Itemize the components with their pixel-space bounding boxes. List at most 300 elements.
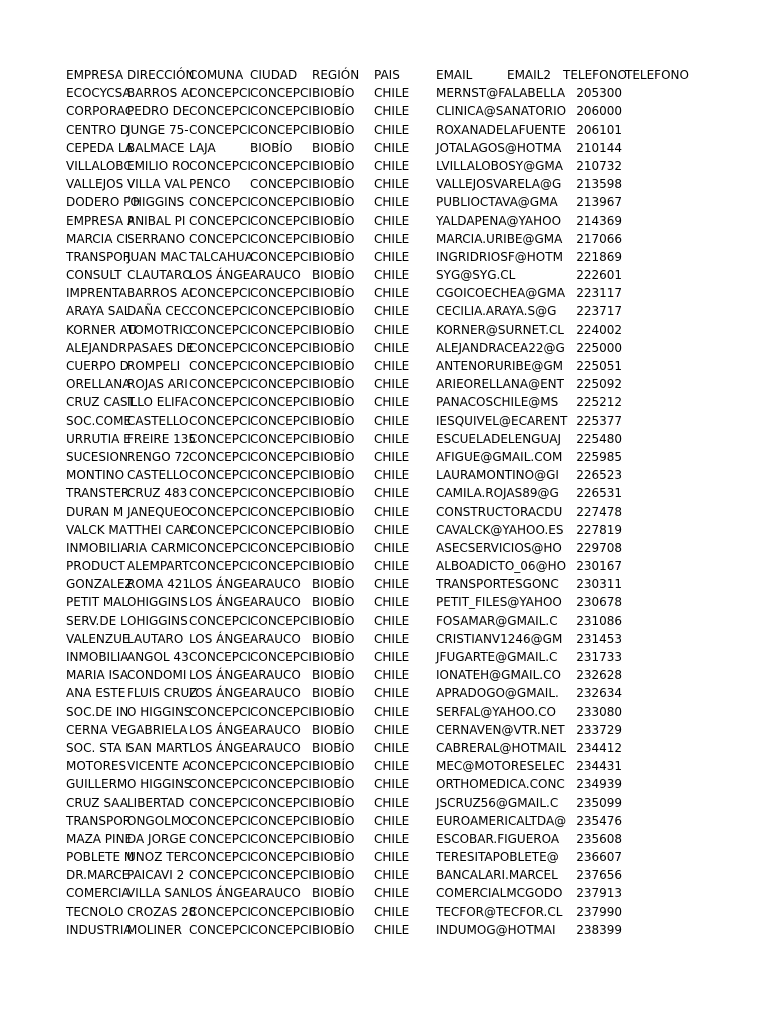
table-cell: [622, 175, 684, 193]
table-cell: 213967: [576, 195, 622, 210]
table-cell: [498, 848, 560, 866]
table-cell: CONCEPCI: [250, 540, 312, 555]
table-cell: CONDOMI: [127, 668, 187, 683]
table-cell: 235608: [576, 831, 622, 846]
table-cell: CONCEPCI: [250, 468, 312, 483]
table-cell: BIOBÍO: [312, 177, 355, 192]
table-cell: LAUTARO: [127, 631, 184, 646]
table-cell: [498, 775, 560, 793]
table-cell: BIOBÍO: [312, 668, 355, 683]
table-cell: ROMPELI: [127, 359, 181, 373]
table-cell: ILLO ELIFA: [127, 395, 189, 410]
table-cell: CHILE: [374, 522, 410, 537]
table-cell: BIOBÍO: [312, 740, 355, 755]
table-cell: SYG@SYG.CL: [436, 268, 516, 283]
table-cell: [498, 866, 560, 884]
table-cell: CONCEPCI: [250, 377, 312, 392]
table-cell: 225000: [576, 340, 622, 355]
header-cell: REGIÓN: [312, 68, 360, 82]
table-cell: CHILE: [374, 195, 410, 210]
table-cell: SAN MARTI: [127, 740, 193, 755]
table-cell: [498, 757, 560, 775]
table-cell: CLINICA@SANATORIO: [436, 104, 567, 119]
table-cell: [622, 321, 684, 339]
table-cell: [622, 866, 684, 884]
table-cell: CGOICOECHEA@GMA: [436, 286, 566, 301]
table-cell: BIOBÍO: [312, 86, 355, 101]
table-cell: CHILE: [374, 177, 410, 192]
table-row: [66, 812, 706, 830]
table-cell: LOS ÁNGE: [189, 740, 251, 755]
table-cell: CHILE: [374, 559, 410, 574]
table-cell: CONCEPCI: [250, 304, 312, 319]
table-cell: 205300: [576, 86, 622, 101]
table-row: [66, 866, 706, 884]
table-cell: BIOBÍO: [312, 868, 355, 883]
table-cell: LOS ÁNGE: [189, 268, 251, 283]
table-cell: BARROS AI: [127, 86, 193, 101]
table-cell: [622, 448, 684, 466]
table-cell: CONCEPCI: [250, 795, 312, 810]
table-cell: DR.MARCE: [66, 868, 130, 883]
table-cell: KORNER@SURNET.CL: [436, 322, 564, 337]
table-cell: 227819: [576, 522, 622, 537]
table-cell: CHILE: [374, 213, 410, 228]
table-cell: BIOBÍO: [312, 322, 355, 337]
table-cell: CHILE: [374, 740, 410, 755]
table-cell: CONCEPCI: [250, 904, 312, 919]
table-cell: [498, 412, 560, 430]
table-cell: OHIGGINS: [127, 613, 188, 628]
table-cell: 226523: [576, 468, 622, 483]
table-cell: [498, 266, 560, 284]
table-cell: CONCEPCI: [250, 286, 312, 301]
table-cell: LOS ÁNGE: [189, 668, 251, 683]
table-cell: [622, 230, 684, 248]
table-cell: KORNER AU: [66, 322, 137, 337]
table-cell: CONCEPCI: [189, 504, 251, 519]
table-cell: 210732: [576, 158, 622, 173]
table-cell: [498, 794, 560, 812]
table-cell: LOS ÁNGE: [189, 722, 251, 737]
table-cell: BIOBÍO: [312, 540, 355, 555]
table-cell: SERFAL@YAHOO.CO: [436, 704, 556, 719]
table-cell: CHILE: [374, 813, 410, 828]
spreadsheet-table: [66, 66, 706, 939]
table-cell: 231733: [576, 650, 622, 664]
table-cell: LIBERTAD: [127, 795, 185, 810]
table-cell: BIOBÍO: [312, 468, 355, 483]
table-row: [66, 757, 706, 775]
table-cell: CONCEPCI: [250, 359, 312, 373]
table-cell: URRUTIA E: [66, 431, 131, 446]
table-cell: [622, 484, 684, 502]
table-cell: CONCEPCI: [250, 922, 312, 937]
table-cell: CONCEPCI: [189, 613, 251, 628]
header-cell: EMAIL2: [506, 68, 551, 82]
table-cell: CRUZ CAST: [66, 395, 135, 410]
table-cell: 232634: [576, 686, 622, 701]
table-cell: 206101: [576, 122, 622, 137]
table-cell: CHILE: [374, 686, 410, 701]
table-cell: 217066: [576, 231, 622, 246]
table-cell: [498, 302, 560, 320]
table-cell: [622, 794, 684, 812]
table-cell: LOS ÁNGE: [189, 631, 251, 646]
table-row: [66, 848, 706, 866]
table-cell: CONCEPCI: [189, 522, 251, 537]
table-cell: TRANSPOR: [66, 249, 132, 264]
table-cell: [622, 848, 684, 866]
table-cell: [622, 302, 684, 320]
table-row: [66, 903, 706, 921]
table-row: [66, 230, 706, 248]
table-cell: CONCEPCI: [250, 213, 312, 228]
table-cell: CONSTRUCTORACDU: [436, 504, 563, 519]
table-cell: 235476: [576, 813, 622, 828]
table-cell: [498, 703, 560, 721]
table-cell: [622, 412, 684, 430]
table-cell: IESQUIVEL@ECARENT: [436, 413, 568, 428]
table-cell: CONCEPCI: [189, 831, 251, 846]
table-cell: CONCEPCI: [250, 777, 312, 792]
table-cell: [498, 684, 560, 702]
table-cell: [498, 193, 560, 211]
header-cell: EMPRESA: [66, 68, 124, 82]
header-cell: CIUDAD: [250, 68, 298, 82]
table-cell: CROZAS 28: [127, 904, 197, 919]
table-cell: MONTINO: [66, 468, 125, 483]
table-cell: CHILE: [374, 540, 410, 555]
table-cell: [498, 575, 560, 593]
table-cell: 237656: [576, 868, 622, 883]
table-row: [66, 139, 706, 157]
table-cell: [498, 484, 560, 502]
table-cell: 225377: [576, 413, 622, 428]
table-cell: 226531: [576, 486, 622, 501]
header-cell: PAIS: [374, 68, 400, 82]
table-cell: DAÑA CEC: [127, 304, 190, 319]
table-cell: BIOBÍO: [312, 795, 355, 810]
table-cell: AFIGUE@GMAIL.COM: [436, 449, 563, 464]
table-cell: ALEJANDR: [66, 340, 127, 355]
table-cell: ANIBAL PI: [127, 213, 186, 228]
table-cell: BIOBÍO: [312, 686, 355, 701]
table-cell: INDUMOG@HOTMAI: [436, 922, 556, 937]
table-cell: BIOBÍO: [312, 377, 355, 392]
table-cell: VILLA VAL: [127, 177, 187, 192]
table-cell: RENGO 72: [127, 449, 190, 464]
table-cell: JANEQUEO: [127, 504, 191, 519]
table-cell: ARAUCO: [250, 668, 301, 683]
table-cell: [622, 830, 684, 848]
table-cell: EUROAMERICALTDA@: [436, 813, 567, 828]
table-row: [66, 321, 706, 339]
table-cell: [498, 175, 560, 193]
table-cell: CHILE: [374, 722, 410, 737]
table-cell: PETIT_FILES@YAHOO: [436, 595, 562, 610]
table-cell: CHILE: [374, 486, 410, 501]
table-cell: [622, 593, 684, 611]
table-cell: ALEMPART: [127, 559, 190, 574]
table-cell: 225051: [576, 359, 622, 373]
table-cell: 232628: [576, 668, 622, 683]
table-cell: O HIGGINS: [127, 704, 192, 719]
table-cell: CONCEPCI: [250, 322, 312, 337]
table-cell: CHILE: [374, 304, 410, 319]
table-cell: ROJAS ARI: [127, 377, 188, 392]
table-cell: [622, 921, 684, 939]
table-row: [66, 157, 706, 175]
table-row: [66, 193, 706, 211]
table-cell: CHILE: [374, 286, 410, 301]
table-cell: [622, 84, 684, 102]
table-cell: DODERO PO: [66, 195, 140, 210]
table-cell: CONCEPCI: [189, 759, 251, 774]
table-row: [66, 448, 706, 466]
table-cell: JUNGE 75-: [127, 122, 189, 137]
table-cell: YALDAPENA@YAHOO: [436, 213, 562, 228]
table-cell: BIOBÍO: [312, 922, 355, 937]
table-cell: CONCEPCI: [250, 431, 312, 446]
table-cell: [622, 575, 684, 593]
table-cell: CONCEPCI: [250, 831, 312, 846]
table-cell: MARCIA.URIBE@GMA: [436, 231, 563, 246]
table-cell: CHILE: [374, 831, 410, 846]
table-cell: BIOBÍO: [312, 195, 355, 210]
table-cell: 224002: [576, 322, 622, 337]
table-cell: ARAUCO: [250, 722, 301, 737]
table-cell: CONCEPCI: [189, 904, 251, 919]
table-cell: LAJA: [189, 140, 216, 155]
table-cell: [622, 193, 684, 211]
table-row: [66, 539, 706, 557]
table-cell: ARAUCO: [250, 577, 301, 592]
table-cell: CONCEPCI: [189, 104, 251, 119]
table-cell: INMOBILIA: [66, 540, 129, 555]
table-cell: [498, 248, 560, 266]
table-cell: MOTORES: [66, 759, 127, 774]
table-cell: CONCEPCI: [250, 122, 312, 137]
table-row: [66, 339, 706, 357]
table-cell: CHILE: [374, 449, 410, 464]
table-cell: BIOBÍO: [312, 904, 355, 919]
table-cell: GABRIELA: [127, 722, 188, 737]
table-cell: 234939: [576, 777, 622, 792]
table-cell: CHILE: [374, 759, 410, 774]
table-cell: 233080: [576, 704, 622, 719]
table-cell: [498, 102, 560, 120]
table-row: [66, 921, 706, 939]
table-cell: INMOBILIA: [66, 650, 129, 664]
table-cell: ARAUCO: [250, 631, 301, 646]
table-cell: [498, 430, 560, 448]
table-cell: BALMACE: [127, 140, 185, 155]
table-cell: BIOBÍO: [312, 522, 355, 537]
table-cell: CONCEPCI: [189, 359, 251, 373]
table-cell: CHILE: [374, 231, 410, 246]
table-cell: UNOZ TER: [127, 850, 190, 865]
table-cell: BIOBÍO: [312, 304, 355, 319]
table-cell: CECILIA.ARAYA.S@G: [436, 304, 557, 319]
table-cell: 223117: [576, 286, 622, 301]
table-cell: ARAUCO: [250, 686, 301, 701]
table-cell: CHILE: [374, 377, 410, 392]
table-cell: [498, 721, 560, 739]
table-cell: CONCEPCI: [189, 704, 251, 719]
table-cell: 233729: [576, 722, 622, 737]
table-cell: LAURAMONTINO@GI: [436, 468, 559, 483]
table-cell: BARROS AI: [127, 286, 193, 301]
table-cell: VILLA SAN: [127, 886, 190, 901]
table-cell: CONSULT: [66, 268, 122, 283]
table-cell: CONCEPCI: [250, 158, 312, 173]
table-cell: BIOBÍO: [312, 850, 355, 865]
table-cell: TECNOLO: [66, 904, 124, 919]
table-cell: CONCEPCI: [189, 486, 251, 501]
table-cell: CONCEPCI: [189, 231, 251, 246]
header-row: [66, 66, 706, 84]
table-cell: [498, 830, 560, 848]
table-cell: LOS ÁNGE: [189, 595, 251, 610]
table-cell: APRADOGO@GMAIL.: [436, 686, 559, 701]
table-cell: 230311: [576, 577, 622, 592]
table-cell: CONCEPCI: [250, 759, 312, 774]
table-row: [66, 884, 706, 902]
table-cell: OHIGGINS: [127, 595, 188, 610]
table-cell: [498, 593, 560, 611]
table-cell: 237913: [576, 886, 622, 901]
table-cell: CONCEPCI: [250, 704, 312, 719]
table-cell: CUERPO D: [66, 359, 129, 373]
table-cell: BIOBÍO: [312, 595, 355, 610]
table-cell: `HIGGINS: [127, 195, 185, 210]
table-cell: TALCAHUA: [189, 249, 253, 264]
table-cell: ANTENORURIBE@GM: [436, 359, 563, 373]
table-cell: CHILE: [374, 268, 410, 283]
table-cell: MEC@MOTORESELEC: [436, 759, 565, 774]
table-cell: GUILLERM: [66, 777, 128, 792]
table-cell: CHILE: [374, 140, 410, 155]
table-cell: CONCEPCI: [189, 559, 251, 574]
table-cell: CONCEPCI: [189, 650, 251, 664]
table-row: [66, 593, 706, 611]
table-cell: 225092: [576, 377, 622, 392]
table-cell: ARAUCO: [250, 740, 301, 755]
table-cell: [498, 648, 560, 666]
table-cell: PASAES DE: [127, 340, 194, 355]
table-cell: BIOBÍO: [312, 449, 355, 464]
table-cell: BIOBÍO: [312, 559, 355, 574]
table-cell: ROMA 421: [127, 577, 191, 592]
table-cell: MARIA ISA: [66, 668, 129, 683]
table-cell: [498, 539, 560, 557]
table-cell: CENTRO D: [66, 122, 130, 137]
table-cell: PUBLIOCTAVA@GMA: [436, 195, 558, 210]
table-cell: [622, 248, 684, 266]
table-cell: BIOBÍO: [312, 395, 355, 410]
table-cell: CRUZ SAA: [66, 795, 128, 810]
table-cell: [498, 739, 560, 757]
table-cell: PANACOSCHILE@MS: [436, 395, 559, 410]
table-cell: CONCEPCI: [189, 850, 251, 865]
table-row: [66, 794, 706, 812]
table-cell: [622, 139, 684, 157]
table-cell: [498, 448, 560, 466]
table-cell: BIOBÍO: [312, 831, 355, 846]
table-cell: CASTELLO: [127, 413, 189, 428]
table-row: [66, 739, 706, 757]
table-cell: CONCEPCI: [189, 195, 251, 210]
table-cell: DURAN M: [66, 504, 124, 519]
table-cell: [622, 684, 684, 702]
table-cell: BIOBÍO: [312, 286, 355, 301]
table-cell: CONCEPCI: [250, 249, 312, 264]
table-cell: [622, 757, 684, 775]
table-cell: 227478: [576, 504, 622, 519]
table-cell: BIOBÍO: [312, 413, 355, 428]
table-cell: [498, 339, 560, 357]
table-row: [66, 503, 706, 521]
table-cell: VILLALOBC: [66, 158, 132, 173]
table-cell: BIOBÍO: [312, 249, 355, 264]
header-cell: TELEFONO: [563, 68, 627, 82]
table-cell: CONCEPCI: [189, 395, 251, 410]
table-cell: CHILE: [374, 577, 410, 592]
table-cell: CAVALCK@YAHOO.ES: [436, 522, 564, 537]
table-cell: [622, 812, 684, 830]
table-cell: CONCEPCI: [250, 177, 312, 192]
table-cell: ANGOL 43: [127, 650, 189, 664]
header-cell: EMAIL: [436, 68, 473, 82]
table-cell: CRISTIANV1246@GM: [436, 631, 563, 646]
table-cell: SERV.DE L: [66, 613, 127, 628]
table-cell: SOC. STA I: [66, 740, 129, 755]
table-row: [66, 175, 706, 193]
table-cell: CHILE: [374, 922, 410, 937]
table-cell: ESCUELADELENGUAJ: [436, 431, 562, 446]
table-cell: TECFOR@TECFOR.CL: [436, 904, 563, 919]
table-cell: EMPRESA P: [66, 213, 135, 228]
table-cell: [622, 357, 684, 375]
table-cell: LOS ÁNGE: [189, 577, 251, 592]
table-cell: MARCIA CI: [66, 231, 129, 246]
table-cell: JSCRUZ56@GMAIL.C: [436, 795, 559, 810]
table-cell: CONCEPCI: [250, 340, 312, 355]
table-cell: [498, 321, 560, 339]
table-cell: [622, 539, 684, 557]
table-cell: 225212: [576, 395, 622, 410]
table-cell: BIOBÍO: [312, 340, 355, 355]
table-cell: SERRANO: [127, 231, 186, 246]
table-cell: [622, 393, 684, 411]
table-cell: 229708: [576, 540, 622, 555]
table-cell: 221869: [576, 249, 622, 264]
table-cell: CONCEPCI: [250, 449, 312, 464]
table-row: [66, 721, 706, 739]
table-row: [66, 212, 706, 230]
table-cell: BIOBÍO: [312, 122, 355, 137]
table-cell: [622, 630, 684, 648]
table-row: [66, 412, 706, 430]
table-row: [66, 102, 706, 120]
table-cell: CHILE: [374, 868, 410, 883]
table-row: [66, 302, 706, 320]
table-cell: CHILE: [374, 631, 410, 646]
table-cell: GONZALEZ: [66, 577, 133, 592]
table-cell: [498, 903, 560, 921]
table-cell: BIOBÍO: [312, 104, 355, 119]
